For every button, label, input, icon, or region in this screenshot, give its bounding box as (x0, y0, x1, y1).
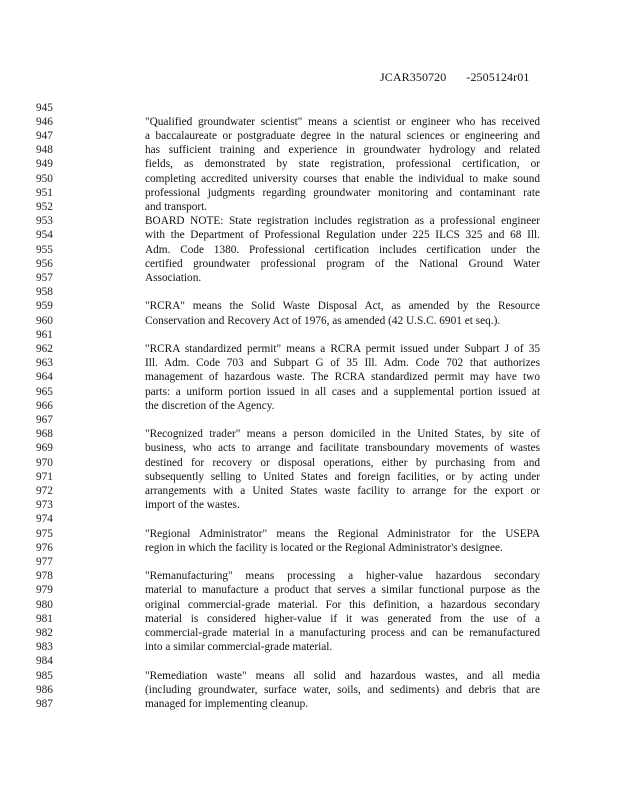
document-line (0, 329, 618, 342)
line-number: 947 (36, 129, 53, 142)
document-line (0, 229, 618, 242)
line-number: 949 (36, 158, 53, 171)
line-number: 975 (36, 527, 53, 540)
line-text: Adm. Code 1380. Professional certification includes certification under the (145, 243, 540, 256)
document-line (0, 400, 618, 413)
line-text: has sufficient training and experience in groundwater hydrology and related (145, 144, 540, 157)
document-line (0, 442, 618, 455)
document-line (0, 599, 618, 612)
document-line (0, 698, 618, 711)
document-line (0, 457, 618, 470)
line-text: arrangements with a United States waste facility to arrange for the export or (145, 484, 540, 497)
line-text: region in which the facility is located or the Regional Administrator's designee. (145, 541, 503, 554)
line-text: certified groundwater professional program of the National Ground Water (145, 257, 540, 270)
document-line (0, 173, 618, 186)
document-line (0, 357, 618, 370)
document-line (0, 513, 618, 526)
line-number: 951 (36, 186, 53, 199)
line-text: parts: a uniform portion issued in all cases and a supplemental portion issued at (145, 385, 540, 398)
line-text: subsequently selling to United States and foreign facilities, or by acting under (145, 470, 540, 483)
line-text: fields, as demonstrated by state registration, professional certification, or (145, 158, 540, 171)
line-text: "Remanufacturing" means processing a higher-value hazardous secondary (145, 570, 540, 583)
document-line (0, 102, 618, 115)
line-number: 946 (36, 115, 53, 128)
line-text: original commercial-grade material. For this definition, a hazardous secondary (145, 598, 540, 611)
document-line (0, 428, 618, 441)
line-number: 965 (36, 385, 53, 398)
document-line (0, 386, 618, 399)
document-line (0, 286, 618, 299)
document-line (0, 670, 618, 683)
line-text: "Remediation waste" means all solid and hazardous wastes, and all media (145, 669, 540, 682)
line-text: commercial-grade material in a manufacturing process and can be remanufactured (145, 626, 540, 639)
line-text: into a similar commercial-grade material. (145, 641, 333, 654)
document-line (0, 272, 618, 285)
line-number: 953 (36, 215, 53, 228)
document-line (0, 414, 618, 427)
document-id: JCAR350720 (380, 70, 447, 84)
line-text: business, who acts to arrange and facilitate transboundary movements of wastes (145, 442, 540, 455)
line-number: 956 (36, 257, 53, 270)
document-line (0, 570, 618, 583)
document-line (0, 655, 618, 668)
line-text: and transport. (145, 200, 208, 213)
document-line (0, 215, 618, 228)
line-number: 970 (36, 456, 53, 469)
line-number: 959 (36, 300, 53, 313)
line-text: "Regional Administrator" means the Regional Administrator for the USEPA (145, 527, 540, 540)
document-line (0, 641, 618, 654)
line-number: 972 (36, 484, 53, 497)
line-text: "RCRA" means the Solid Waste Disposal Act, as amended by the Resource (145, 300, 540, 313)
line-number: 955 (36, 243, 53, 256)
line-number: 983 (36, 641, 53, 654)
line-number: 950 (36, 172, 53, 185)
line-number: 958 (36, 286, 53, 299)
line-text: with the Department of Professional Regulation under 225 ILCS 325 and 68 Ill. (145, 229, 540, 242)
document-line (0, 300, 618, 313)
document-line (0, 485, 618, 498)
document-line (0, 627, 618, 640)
document-line (0, 244, 618, 257)
document-line (0, 144, 618, 157)
line-text: managed for implementing cleanup. (145, 697, 309, 710)
document-line (0, 130, 618, 143)
document-line (0, 187, 618, 200)
document-line (0, 528, 618, 541)
line-number: 982 (36, 626, 53, 639)
line-text: "RCRA standardized permit" means a RCRA permit issued under Subpart J of 35 (145, 342, 540, 355)
line-number: 957 (36, 271, 53, 284)
line-number: 974 (36, 513, 53, 526)
line-number: 987 (36, 697, 53, 710)
line-number: 969 (36, 442, 53, 455)
line-text: Conservation and Recovery Act of 1976, as amended (42 U.S.C. 6901 et seq.). (145, 314, 501, 327)
line-number: 963 (36, 357, 53, 370)
document-code: -2505124r01 (466, 70, 530, 84)
line-number: 961 (36, 328, 53, 341)
line-number: 977 (36, 555, 53, 568)
line-number: 976 (36, 541, 53, 554)
line-text: professional judgments regarding groundwater monitoring and contaminant rate (145, 186, 540, 199)
line-text: completing accredited university courses that enable the individual to make sound (145, 172, 540, 185)
line-number: 960 (36, 314, 53, 327)
document-line (0, 556, 618, 569)
line-number: 978 (36, 570, 53, 583)
line-text: "Recognized trader" means a person domiciled in the United States, by site of (145, 428, 540, 441)
line-number: 952 (36, 200, 53, 213)
document-line (0, 116, 618, 129)
line-number: 945 (36, 101, 53, 114)
document-line (0, 584, 618, 597)
document-line (0, 471, 618, 484)
document-line (0, 158, 618, 171)
line-text: (including groundwater, surface water, soils, and sediments) and debris that are (145, 683, 540, 696)
line-text: "Qualified groundwater scientist" means a scientist or engineer who has received (145, 115, 540, 128)
line-number: 985 (36, 669, 53, 682)
line-number: 948 (36, 144, 53, 157)
document-line (0, 684, 618, 697)
document-line (0, 315, 618, 328)
line-text: the discretion of the Agency. (145, 399, 275, 412)
line-text: BOARD NOTE: State registration includes registration as a professional engineer (145, 215, 540, 228)
line-text: Association. (145, 271, 202, 284)
line-number: 980 (36, 598, 53, 611)
line-text: import of the wastes. (145, 499, 240, 512)
line-number: 984 (36, 655, 53, 668)
line-number: 967 (36, 413, 53, 426)
document-line (0, 542, 618, 555)
line-number: 966 (36, 399, 53, 412)
line-text: a baccalaureate or postgraduate degree in the natural sciences or engineering and (145, 129, 540, 142)
document-header (380, 70, 529, 85)
line-number: 954 (36, 229, 53, 242)
line-text: material is considered higher-value if it was generated from the use of a (145, 612, 540, 625)
line-text: material to manufacture a product that serves a similar functional purpose as the (145, 584, 540, 597)
line-number: 964 (36, 371, 53, 384)
line-number: 973 (36, 499, 53, 512)
document-line (0, 258, 618, 271)
line-number: 962 (36, 342, 53, 355)
line-number: 986 (36, 683, 53, 696)
line-number: 981 (36, 612, 53, 625)
document-line (0, 613, 618, 626)
line-text: management of hazardous waste. The RCRA standardized permit may have two (145, 371, 540, 384)
document-line (0, 371, 618, 384)
document-line (0, 499, 618, 512)
document-line (0, 201, 618, 214)
document-line (0, 343, 618, 356)
line-text: Ill. Adm. Code 703 and Subpart G of 35 Ill. Adm. Code 702 that authorizes (145, 357, 540, 370)
line-number: 971 (36, 470, 53, 483)
line-number: 979 (36, 584, 53, 597)
line-text: destined for recovery or disposal operations, either by purchasing from and (145, 456, 540, 469)
line-number: 968 (36, 428, 53, 441)
